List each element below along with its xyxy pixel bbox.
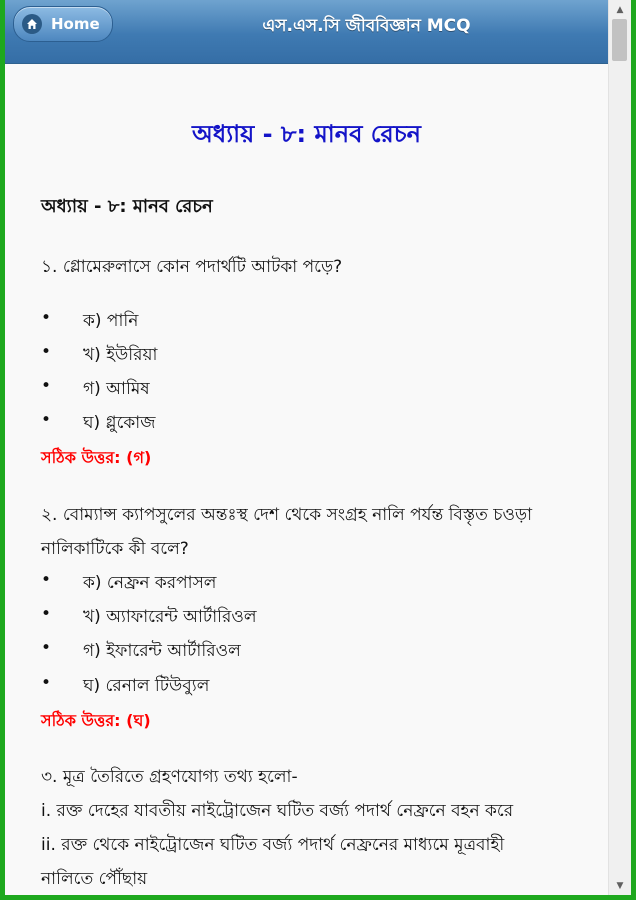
bullet-icon: • [41, 638, 52, 658]
scroll-down-arrow[interactable]: ▼ [616, 880, 624, 891]
question-2-answer: সঠিক উত্তর: (ঘ) [41, 711, 151, 730]
question-1-text: ১. গ্লোমেরুলাসে কোন পদার্থটি আটকা পড়ে? [41, 257, 343, 277]
bullet-icon: • [41, 410, 52, 430]
vertical-scrollbar[interactable] [608, 0, 631, 895]
header-bar [5, 0, 608, 64]
home-icon [22, 14, 42, 34]
option-label: ঘ) গ্লুকোজ [83, 413, 156, 433]
option-label: ক) পানি [83, 311, 139, 331]
question-3-statement-ii-cont: নালিতে পৌঁছায় [41, 869, 148, 889]
question-3-text: ৩. মূত্র তৈরিতে গ্রহণযোগ্য তথ্য হলো- [41, 767, 298, 787]
option-label: ঘ) রেনাল টিউব্যুল [83, 676, 210, 696]
option-label: গ) আমিষ [83, 379, 150, 399]
chapter-subheading: অধ্যায় - ৮: মানব রেচন [41, 196, 213, 217]
option-label: খ) ইউরিয়া [83, 345, 158, 365]
page-title: অধ্যায় - ৮: মানব রেচন [191, 120, 422, 148]
home-button[interactable] [13, 6, 113, 42]
bullet-icon: • [41, 604, 52, 624]
bullet-icon: • [41, 342, 52, 362]
bullet-icon: • [41, 376, 52, 396]
app-frame [5, 0, 631, 895]
question-2-text-line-1: ২. বোম্যান্স ক্যাপসুলের অন্তঃস্থ দেশ থেকে সংগ্রহ নালি পর্যন্ত বিস্তৃত চওড়া [41, 505, 533, 525]
question-1-answer: সঠিক উত্তর: (গ) [41, 448, 152, 467]
question-3-statement-i: i. রক্ত দেহের যাবতীয় নাইট্রোজেন ঘটিত বর্জ্য পদার্থ নেফ্রনে বহন করে [41, 801, 514, 821]
option-label: গ) ইফারেন্ট আর্টারিওল [83, 641, 241, 661]
home-button-label: Home [51, 15, 100, 33]
option-label: ক) নেফ্রন করপাসল [83, 573, 217, 593]
option-label: খ) অ্যাফারেন্ট আর্টারিওল [83, 607, 257, 627]
question-3-statement-ii: ii. রক্ত থেকে নাইট্রোজেন ঘটিত বর্জ্য পদার্থ নেফ্রনের মাধ্যমে মূত্রবাহী [41, 835, 505, 855]
scroll-thumb[interactable] [612, 19, 627, 61]
bullet-icon: • [41, 570, 52, 590]
bullet-icon: • [41, 673, 52, 693]
question-2-text-line-2: নালিকাটিকে কী বলে? [41, 539, 189, 559]
app-title: এস.এস.সি জীববিজ্ঞান MCQ [262, 16, 471, 36]
bullet-icon: • [41, 308, 52, 328]
scroll-up-arrow[interactable]: ▲ [616, 4, 624, 15]
